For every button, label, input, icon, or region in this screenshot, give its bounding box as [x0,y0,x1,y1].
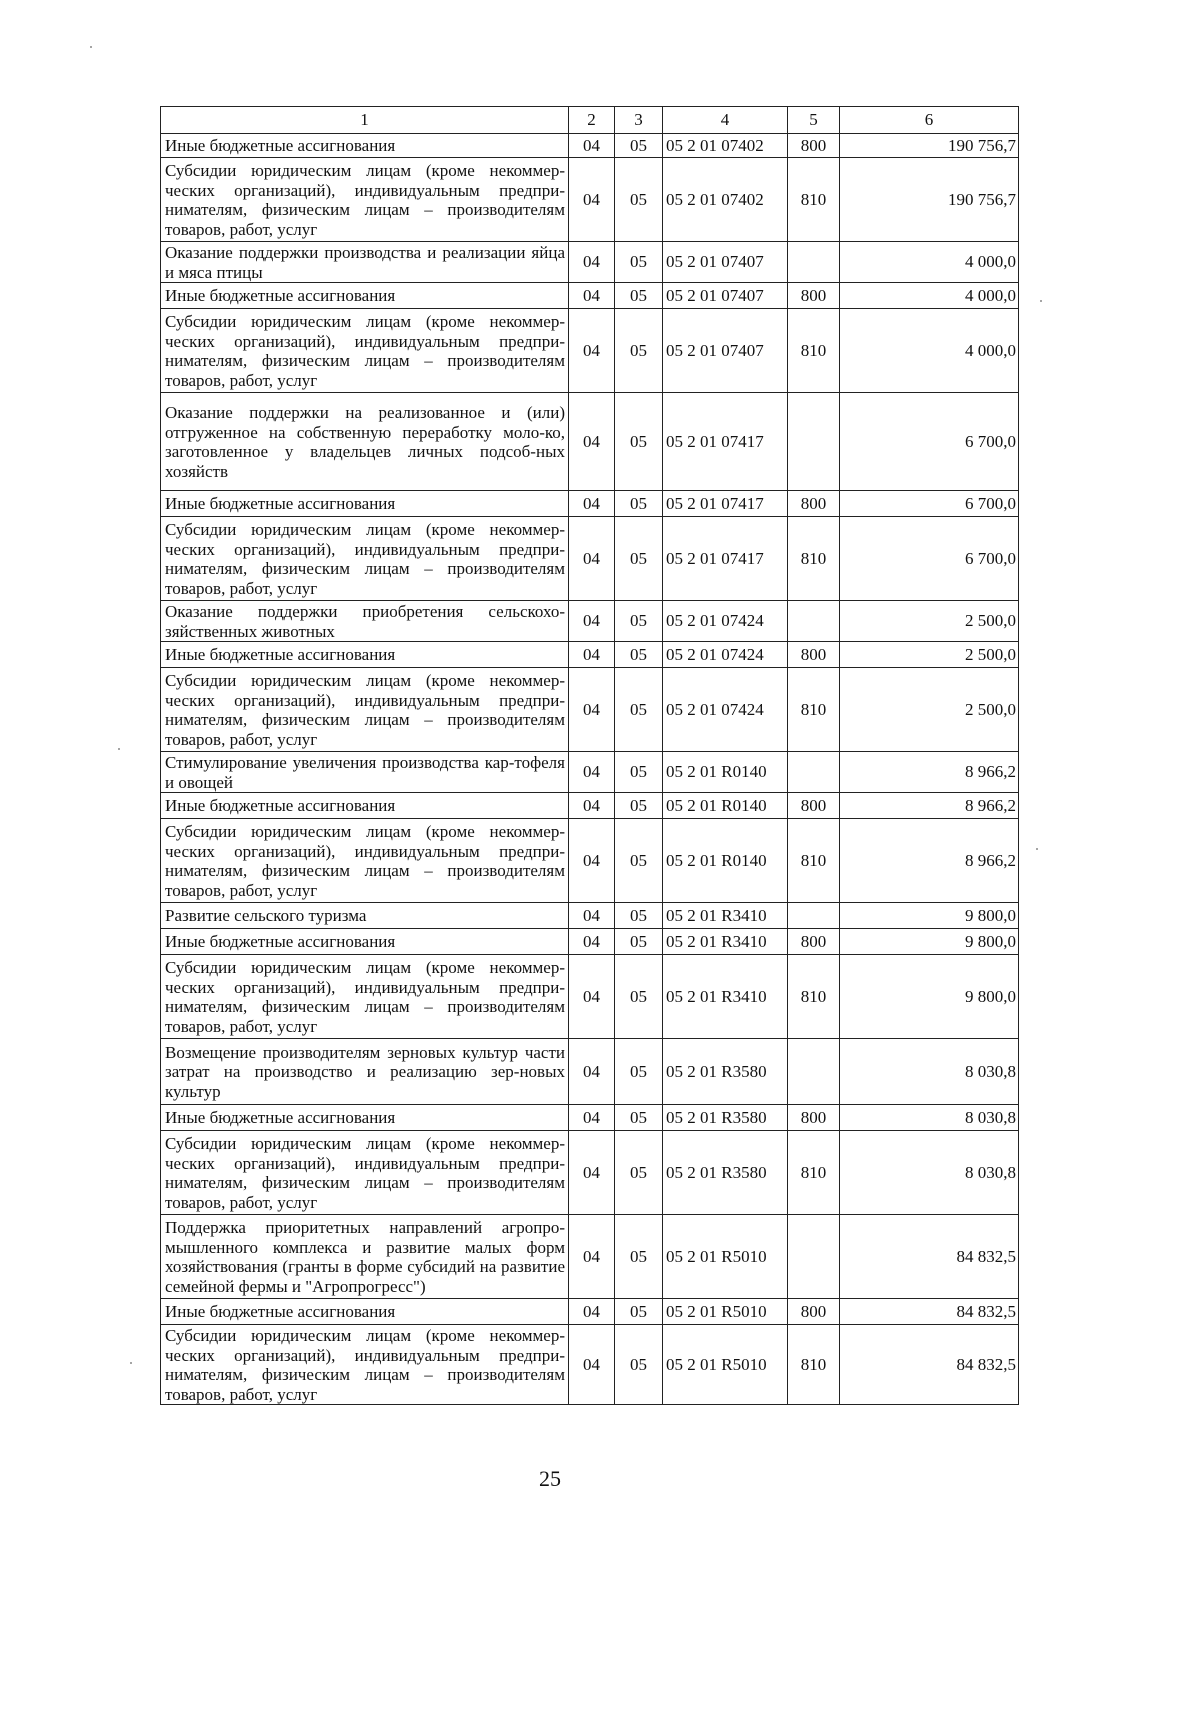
row-expense-type [788,903,840,929]
table-row [161,283,1019,309]
row-name: Иные бюджетные ассигнования [161,283,569,309]
row-amount: 2 500,0 [840,601,1019,642]
row-section: 04 [569,752,615,793]
row-section: 04 [569,283,615,309]
row-target-code: 05 2 01 07407 [663,283,788,309]
row-target-code: 05 2 01 R3410 [663,929,788,955]
scan-speck [90,46,92,48]
table-row [161,929,1019,955]
row-expense-type: 800 [788,793,840,819]
row-amount: 4 000,0 [840,283,1019,309]
row-name: Развитие сельского туризма [161,903,569,929]
row-expense-type: 810 [788,1131,840,1215]
row-subsection: 05 [615,668,663,752]
table-body [161,107,1019,1405]
row-target-code: 05 2 01 07407 [663,309,788,393]
row-section: 04 [569,955,615,1039]
row-name: Субсидии юридическим лицам (кроме некоммер-ческих организаций), индивидуальным предпри-нимателям, физическим лицам – производителям товаров, работ, услуг [161,1131,569,1215]
row-subsection: 05 [615,158,663,242]
row-amount: 8 966,2 [840,819,1019,903]
row-name: Субсидии юридическим лицам (кроме некоммер-ческих организаций), индивидуальным предпри-нимателям, физическим лицам – производителям товаров, работ, услуг [161,1325,569,1405]
row-expense-type [788,1215,840,1299]
row-expense-type: 800 [788,283,840,309]
row-section: 04 [569,393,615,491]
row-name: Иные бюджетные ассигнования [161,1105,569,1131]
row-section: 04 [569,1105,615,1131]
page-number: 25 [539,1466,561,1491]
row-amount: 84 832,5 [840,1299,1019,1325]
row-name: Субсидии юридическим лицам (кроме некоммер-ческих организаций), индивидуальным предпри-нимателям, физическим лицам – производителям товаров, работ, услуг [161,819,569,903]
row-section: 04 [569,668,615,752]
row-target-code: 05 2 01 07407 [663,242,788,283]
row-expense-type: 810 [788,819,840,903]
row-section: 04 [569,642,615,668]
row-amount: 8 030,8 [840,1131,1019,1215]
row-name: Иные бюджетные ассигнования [161,929,569,955]
row-section: 04 [569,1215,615,1299]
row-target-code: 05 2 01 R0140 [663,752,788,793]
header-col-2: 2 [569,107,615,134]
header-col-3: 3 [615,107,663,134]
row-subsection: 05 [615,819,663,903]
scan-speck [130,1362,132,1364]
budget-table [160,106,1019,1405]
row-target-code: 05 2 01 R3580 [663,1131,788,1215]
row-subsection: 05 [615,642,663,668]
row-subsection: 05 [615,1105,663,1131]
row-section: 04 [569,491,615,517]
row-target-code: 05 2 01 07417 [663,491,788,517]
row-target-code: 05 2 01 07417 [663,393,788,491]
table-row [161,158,1019,242]
row-amount: 2 500,0 [840,668,1019,752]
header-col-4: 4 [663,107,788,134]
table-row [161,309,1019,393]
row-target-code: 05 2 01 R3580 [663,1105,788,1131]
row-expense-type: 810 [788,517,840,601]
row-target-code: 05 2 01 07402 [663,158,788,242]
row-name: Субсидии юридическим лицам (кроме некоммер-ческих организаций), индивидуальным предпри-нимателям, физическим лицам – производителям товаров, работ, услуг [161,955,569,1039]
table-row [161,1131,1019,1215]
table-row [161,517,1019,601]
header-col-5: 5 [788,107,840,134]
row-section: 04 [569,929,615,955]
row-subsection: 05 [615,491,663,517]
row-expense-type: 800 [788,642,840,668]
row-expense-type: 810 [788,1325,840,1405]
row-section: 04 [569,793,615,819]
row-name: Оказание поддержки на реализованное и (или) отгруженное на собственную переработку моло-ко, заготовленное у владельцев личных подсоб-ных хозяйств [161,393,569,491]
row-subsection: 05 [615,955,663,1039]
row-name: Иные бюджетные ассигнования [161,793,569,819]
row-section: 04 [569,1299,615,1325]
row-subsection: 05 [615,1131,663,1215]
row-name: Субсидии юридическим лицам (кроме некоммер-ческих организаций), индивидуальным предпри-нимателям, физическим лицам – производителям товаров, работ, услуг [161,309,569,393]
table-row [161,601,1019,642]
row-expense-type: 800 [788,491,840,517]
row-section: 04 [569,517,615,601]
row-target-code: 05 2 01 R5010 [663,1325,788,1405]
row-amount: 9 800,0 [840,955,1019,1039]
row-subsection: 05 [615,601,663,642]
row-amount: 8 966,2 [840,752,1019,793]
row-target-code: 05 2 01 07402 [663,134,788,158]
row-subsection: 05 [615,752,663,793]
row-amount: 190 756,7 [840,134,1019,158]
row-expense-type: 800 [788,1105,840,1131]
row-amount: 6 700,0 [840,491,1019,517]
row-amount: 9 800,0 [840,929,1019,955]
row-subsection: 05 [615,134,663,158]
row-name: Возмещение производителям зерновых культур части затрат на производство и реализацию зер-новых культур [161,1039,569,1105]
row-expense-type: 800 [788,929,840,955]
scan-speck [1040,300,1042,302]
row-section: 04 [569,134,615,158]
table-row [161,819,1019,903]
row-name: Оказание поддержки производства и реализации яйца и мяса птицы [161,242,569,283]
row-target-code: 05 2 01 R0140 [663,793,788,819]
row-subsection: 05 [615,517,663,601]
row-expense-type [788,1039,840,1105]
row-amount: 8 966,2 [840,793,1019,819]
row-section: 04 [569,158,615,242]
row-subsection: 05 [615,1215,663,1299]
row-section: 04 [569,903,615,929]
table-row [161,1215,1019,1299]
row-amount: 6 700,0 [840,393,1019,491]
row-subsection: 05 [615,903,663,929]
table-row [161,793,1019,819]
row-subsection: 05 [615,309,663,393]
row-section: 04 [569,1325,615,1405]
row-amount: 4 000,0 [840,242,1019,283]
header-col-6: 6 [840,107,1019,134]
row-section: 04 [569,601,615,642]
row-section: 04 [569,1131,615,1215]
table-row [161,491,1019,517]
row-name: Субсидии юридическим лицам (кроме некоммер-ческих организаций), индивидуальным предпри-нимателям, физическим лицам – производителям товаров, работ, услуг [161,668,569,752]
row-name: Иные бюджетные ассигнования [161,491,569,517]
row-amount: 84 832,5 [840,1325,1019,1405]
row-subsection: 05 [615,793,663,819]
table-row [161,955,1019,1039]
row-name: Стимулирование увеличения производства кар-тофеля и овощей [161,752,569,793]
scan-speck [118,748,120,750]
row-target-code: 05 2 01 07424 [663,642,788,668]
table-row [161,1039,1019,1105]
row-amount: 9 800,0 [840,903,1019,929]
row-subsection: 05 [615,1299,663,1325]
row-target-code: 05 2 01 R0140 [663,819,788,903]
row-name: Субсидии юридическим лицам (кроме некоммер-ческих организаций), индивидуальным предпри-нимателям, физическим лицам – производителям товаров, работ, услуг [161,517,569,601]
row-subsection: 05 [615,283,663,309]
row-expense-type [788,242,840,283]
row-subsection: 05 [615,1039,663,1105]
table-row [161,242,1019,283]
row-target-code: 05 2 01 R5010 [663,1299,788,1325]
row-amount: 190 756,7 [840,158,1019,242]
row-expense-type [788,601,840,642]
row-section: 04 [569,819,615,903]
table-row [161,393,1019,491]
row-expense-type [788,393,840,491]
row-expense-type: 810 [788,668,840,752]
row-name: Субсидии юридическим лицам (кроме некоммер-ческих организаций), индивидуальным предпри-нимателям, физическим лицам – производителям товаров, работ, услуг [161,158,569,242]
row-target-code: 05 2 01 07424 [663,601,788,642]
row-section: 04 [569,242,615,283]
table-row [161,1299,1019,1325]
row-amount: 8 030,8 [840,1105,1019,1131]
row-section: 04 [569,1039,615,1105]
table-row [161,752,1019,793]
row-expense-type: 810 [788,955,840,1039]
table-row [161,642,1019,668]
row-target-code: 05 2 01 R3410 [663,955,788,1039]
row-section: 04 [569,309,615,393]
table-header-row [161,107,1019,134]
row-target-code: 05 2 01 R3580 [663,1039,788,1105]
row-name: Поддержка приоритетных направлений агропро-мышленного комплекса и развитие малых форм хозяйствования (гранты в форме субсидий на развитие семейной фермы и "Агропрогресс") [161,1215,569,1299]
row-amount: 6 700,0 [840,517,1019,601]
table-row [161,1105,1019,1131]
row-name: Оказание поддержки приобретения сельскохо-зяйственных животных [161,601,569,642]
row-expense-type: 800 [788,1299,840,1325]
row-expense-type: 800 [788,134,840,158]
header-col-1: 1 [161,107,569,134]
table-row [161,1325,1019,1405]
row-name: Иные бюджетные ассигнования [161,1299,569,1325]
row-expense-type: 810 [788,309,840,393]
table-row [161,903,1019,929]
table-row [161,134,1019,158]
row-target-code: 05 2 01 R3410 [663,903,788,929]
row-name: Иные бюджетные ассигнования [161,134,569,158]
row-amount: 4 000,0 [840,309,1019,393]
row-expense-type [788,752,840,793]
row-name: Иные бюджетные ассигнования [161,642,569,668]
table-row [161,668,1019,752]
row-subsection: 05 [615,393,663,491]
row-amount: 2 500,0 [840,642,1019,668]
row-amount: 8 030,8 [840,1039,1019,1105]
row-expense-type: 810 [788,158,840,242]
row-amount: 84 832,5 [840,1215,1019,1299]
row-target-code: 05 2 01 R5010 [663,1215,788,1299]
row-subsection: 05 [615,929,663,955]
row-subsection: 05 [615,1325,663,1405]
scan-speck [1036,848,1038,850]
row-target-code: 05 2 01 07417 [663,517,788,601]
row-subsection: 05 [615,242,663,283]
row-target-code: 05 2 01 07424 [663,668,788,752]
